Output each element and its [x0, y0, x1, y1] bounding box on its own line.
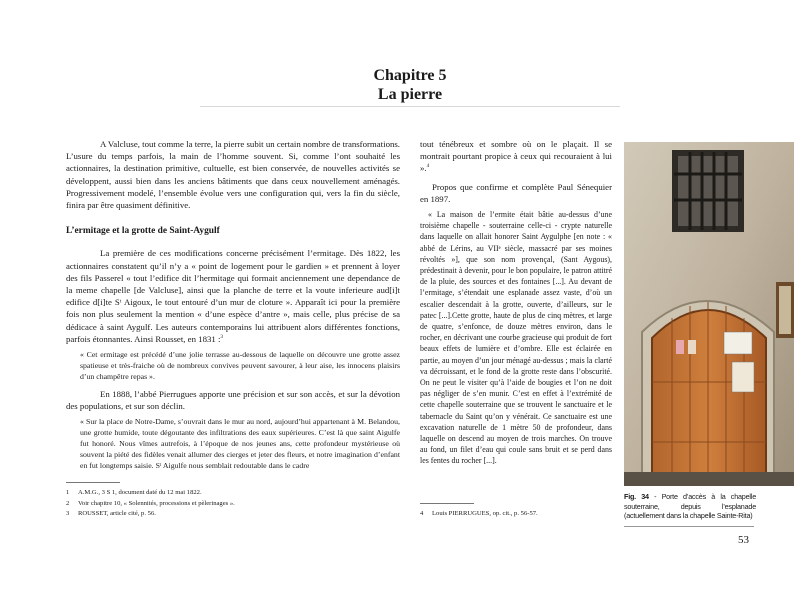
footnote-2: [66, 499, 400, 510]
figure-caption: [624, 492, 756, 521]
footnote-text: A.M.G., 3 S 1, document daté du 12 mai 1822.: [78, 489, 202, 496]
caption-rule: [624, 526, 754, 527]
side-frame-picture: [779, 286, 791, 334]
figure-caption-text: - Porte d’accès à la chapelle souterraine, depuis l’esplanade (actuellement dans la chapelle Sainte-Rita): [624, 492, 756, 520]
door-notice: [688, 340, 696, 354]
door-notice: [676, 340, 684, 354]
middle-column: [420, 138, 612, 467]
footnotes-left: [66, 482, 400, 520]
footnote-number: 4: [420, 510, 424, 517]
figure-number: Fig. 34: [624, 492, 649, 501]
figure-photo-door: [624, 142, 794, 486]
footnote-rule: [420, 503, 474, 504]
footnote-text: ROUSSET, article cité, p. 56.: [78, 510, 156, 517]
door-notice: [724, 332, 752, 354]
section-heading: L’ermitage et la grotte de Saint-Aygulf: [66, 226, 220, 237]
quote-senequier: « La maison de l’ermite était bâtie au-dessus d’une troisième chapelle - souterraine celle-ci - crypte naturelle dans laquelle on allait honorer Saint Aygulphe [en note : « abbé de Lérins, au VIIᵉ siècle, massacré par ses moines révoltés »], que son nom provençal, (Sant Aygous), prédestinait à devenir, pour le bon populaire, le patron attitré de la pluie, des sources et des fontaines [...]. Au devant de l’ermitage, s’étendait une esplanade assez vaste, d’où un escalier descendait à la grotte, ouverte, d’ailleurs, sur le patec [...].Cette grotte, haute de plus de cinq mètres, et large de quatre, s’enfonce, de douze mètres environ, dans le rocher, en décrivant une courbe gracieuse qui produit de fort beaux effets de lumière et d’ombre. Elle est éclairée en partie, au moyen d’un jour ménagé au-dessus ; mais la clarté va décroissant, et le fond de la grotte reste dans l’obscurité. On ne peut le visiter qu’à l’aide de bougies et l’on ne doit pas négliger de s’en munir. C’est en effet à l’extrémité de cette chapelle souterraine que se trouvent le sanctuaire et le tabernacle du Saint qu’on y vénérait. Ce sanctuaire est une excavation naturelle de 1 mètre 50 de profondeur, dans laquelle on descend au moyen de trois marches. On trouve au fond, un filet d’eau qui coule sans bruit et se perd dans les fentes du rocher [...].: [420, 210, 612, 466]
chapter-heading: [200, 66, 620, 107]
footnote-number: 1: [66, 489, 70, 496]
body-paragraph-2: En 1888, l’abbé Pierrugues apporte une précision et sur son accès, et sur la dévotion des populations, et sur son déclin.: [66, 389, 400, 412]
quote-pierrugues: « Sur la place de Notre-Dame, s’ouvrait dans le mur au nord, aujourd’hui appartenant à M. Belandou, une grotte humide, toute dégoutante des infiltrations des eaux supérieures. C’est là que saint Aigulfe fut honoré. Nous vîmes autrefois, à l’époque de nos jeunes ans, cette profondeur mystérieuse où souvent la piété des fidèles venait allumer des cierges et jeter des fleurs, et notre imagination d’enfant en fut longtemps saisie. Sᵗ Aigulfe nous semblait redoutable dans le cadre: [80, 417, 400, 471]
footnote-rule: [66, 482, 120, 483]
footnote-text: Louis PIERRUGUES, op. cit., p. 56-57.: [432, 510, 538, 517]
quote-continuation-text: tout ténébreux et sombre où on le plaçait. Il se montrait pourtant propice à ceux qui recouraient à lui ».: [420, 139, 612, 174]
quote-continuation: [420, 138, 612, 175]
footnote-1: [66, 488, 400, 499]
body-paragraph-1: [66, 247, 400, 345]
body-paragraph-1-text: La première de ces modifications concerne précisément l’ermitage. Dès 1822, les actionnaires constatent qu’il n’y a « point de logement pour le gardien » et prennent à loyer des fils Passerel « tout l’edifice dit l’hermitage qui formait anciennement une dependance de la meme chapelle [de Valcluse], ainsi que la planche de terre et la voute inferieure aud[i]t edifice d[i]te Sᵗ Aigoux, le tout entouré d’un mur de cloture ». Apparaît ici pour la première fois non plus seulement la mention « d’une espèce d’antre », mais celle, plus précise de sa dédicace à saint Aygulf. Les auteurs contemporains lui attribuent alors différentes fonctions, parfois étonnantes. Ainsi Rousset, en 1831 :: [66, 248, 400, 344]
footnote-ref-4: 4: [426, 163, 430, 170]
intro-paragraph: A Valcluse, tout comme la terre, la pierre subit un certain nombre de transformations. L’usure du temps parfois, la main de l’homme souvent. Si, comme l’ont souhaité les actionnaires, la destination primitive, cultuelle, est bien conservée, de nouvelles activités se développent, aussi bien dans les anciens bâtiments que dans ceux nouvellement aménagés. Progressivement modelé, l’ensemble évolue vers une configuration qui, vers la fin du siècle, finira par être quasiment définitive.: [66, 139, 400, 211]
door-notice: [732, 362, 754, 392]
chapter-label: Chapitre 5: [373, 67, 447, 84]
door-photo-illustration: [624, 142, 794, 486]
footnotes-middle: [420, 503, 612, 520]
footnote-3: [66, 509, 400, 520]
footnote-text: Voir chapitre 10, « Solennités, processions et pèlerinages ».: [78, 499, 235, 507]
floor-shadow: [624, 472, 794, 486]
page-number: 53: [738, 534, 749, 546]
left-column: [66, 138, 400, 475]
window-glass: [678, 156, 738, 226]
quote-rousset: « Cet ermitage est précédé d’une jolie terrasse au-dessous de laquelle on découvre une grotte assez spatieuse et très-fraiche où de nombreux convives peuvent savourer, à leur aise, les innocens plaisirs d’un champêtre repas ».: [80, 350, 400, 382]
footnote-ref-3: 3: [220, 333, 224, 340]
footnote-4: [420, 509, 612, 520]
chapter-title: La pierre: [377, 86, 443, 103]
body-paragraph-3: Propos que confirme et complète Paul Sénequier en 1897.: [420, 181, 612, 204]
footnote-number: 2: [66, 499, 70, 507]
footnote-number: 3: [66, 510, 70, 517]
